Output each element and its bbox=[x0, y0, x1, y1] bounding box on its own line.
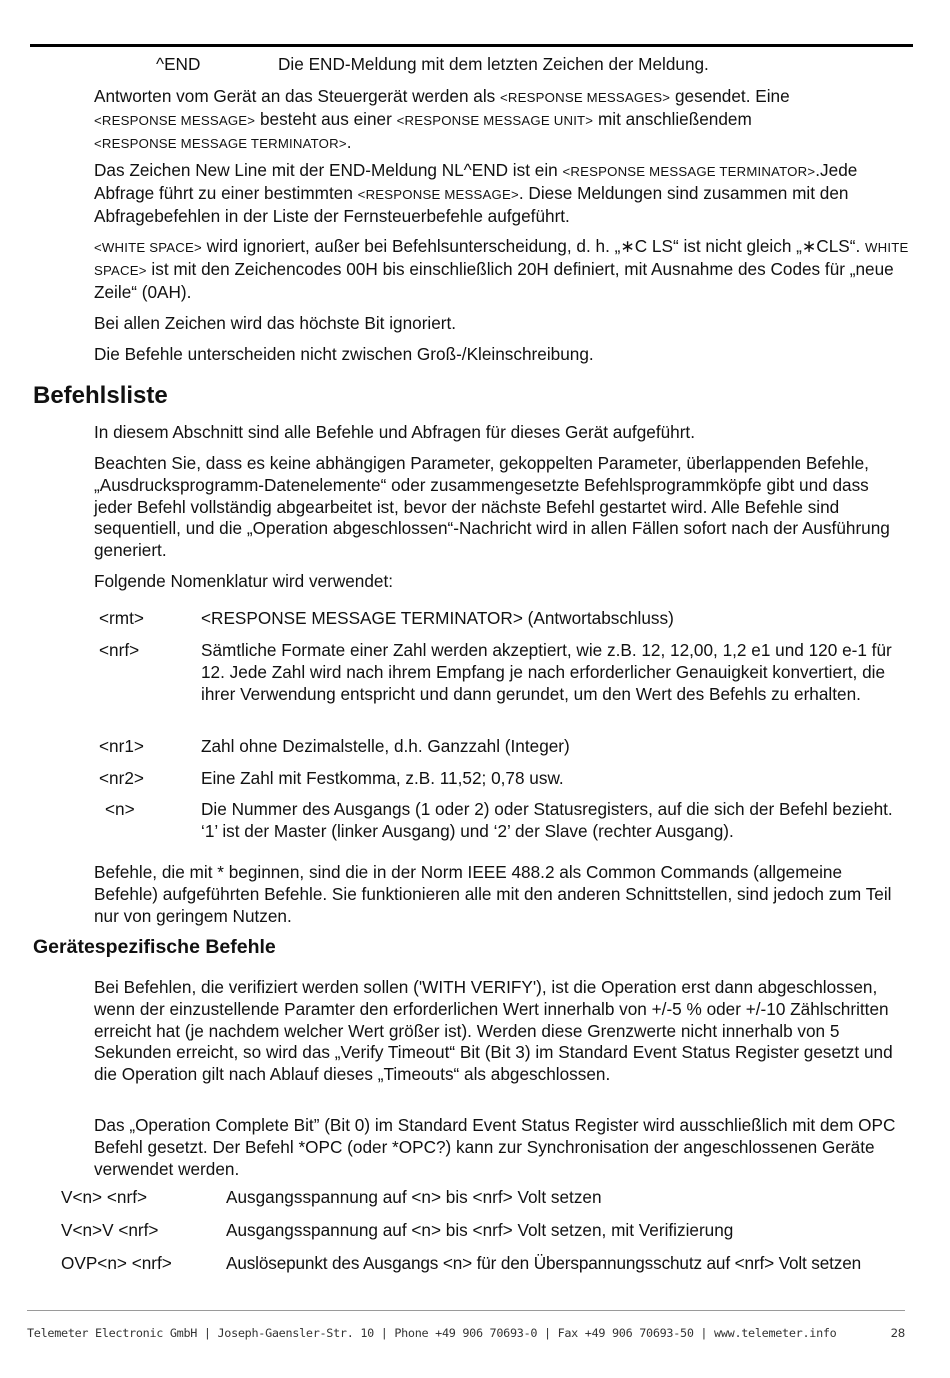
section-heading-befehlsliste: Befehlsliste bbox=[33, 382, 168, 409]
whitespace-paragraph bbox=[94, 236, 909, 303]
dependencies-paragraph: Beachten Sie, dass es keine abhängigen Parameter, gekoppelten Parameter, überlappenden Befehle, „Ausdrucksprogramm-Datenelemente“ oder zusammengesetzte Befehlsprogrammköpfe gibt und dass jeder Befehl vollständig abgearbeitet ist, bevor der nächste Befehl gestartet wird. Alle Befehle sind sequentiell, und die „Operation abgeschlossen“-Nachricht wird in allen Fällen sofort nach der Ausführung generiert. bbox=[94, 453, 890, 561]
text: Antworten vom Gerät an das Steuergerät werden als bbox=[94, 86, 501, 106]
common-commands-paragraph: Befehle, die mit * beginnen, sind die in der Norm IEEE 488.2 als Common Commands (allgemeine Befehle) aufgeführten Befehle. Sie funktionieren alle mit den anderen Schnittstellen, sind jedoch zum Teil nur von geringem Nutzen. bbox=[94, 862, 892, 926]
nomenclature-definition: Die Nummer des Ausgangs (1 oder 2) oder Statusregisters, auf die sich der Befehl bezieht. ‘1’ ist der Master (linker Ausgang) und ‘2’ der Slave (rechter Ausgang). bbox=[201, 799, 893, 841]
text: .Jede Abfrage führt zu einer bestimmten bbox=[94, 160, 858, 203]
case-paragraph: Die Befehle unterscheiden nicht zwischen Groß-/Kleinschreibung. bbox=[94, 344, 594, 364]
verify-paragraph: Bei Befehlen, die verifiziert werden sollen ('WITH VERIFY'), ist die Operation erst dann abgeschlossen, wenn der einzustellende Paramter den erforderlichen Wert innerhalb von +/-5 % oder +/-10 Zählschritten erreicht hat (je nachdem welcher Wert größer ist). Werden diese Grenzwerte nicht innerhalb von 5 Sekunden erreicht, so wird das „Verify Timeout“ Bit (Bit 3) im Standard Event Status Register gesetzt und die Operation gilt nach Ablauf dieses „Timeouts“ als abgeschlossen. bbox=[94, 977, 893, 1085]
command-term: V<n> <nrf> bbox=[61, 1187, 148, 1207]
command-term: V<n>V <nrf> bbox=[61, 1220, 159, 1240]
text: . bbox=[346, 131, 352, 152]
text: mit anschließendem bbox=[593, 108, 752, 129]
sc-term: <RESPONSE MESSAGE> bbox=[357, 186, 519, 202]
text: . Diese Meldungen sind zusammen mit den Abfragebefehlen in der Liste der Fernsteuerbefehle aufgeführt. bbox=[94, 182, 849, 226]
end-term: ^END bbox=[156, 54, 201, 74]
text: Das Zeichen New Line mit der END-Meldung NL^END ist ein bbox=[94, 160, 563, 180]
command-term: OVP<n> <nrf> bbox=[61, 1253, 172, 1273]
subsection-heading-geraetespezifisch: Gerätespezifische Befehle bbox=[33, 936, 276, 958]
sc-term: <RESPONSE MESSAGE TERMINATOR> bbox=[562, 164, 816, 179]
nomenclature-definition: <RESPONSE MESSAGE TERMINATOR> (Antwortabschluss) bbox=[201, 608, 674, 628]
opc-paragraph: Das „Operation Complete Bit” (Bit 0) im Standard Event Status Register wird ausschließlich mit dem OPC Befehl gesetzt. Der Befehl *OPC (oder *OPC?) kann zur Synchronisation der angeschlossenen Geräte verwendet werden. bbox=[94, 1115, 896, 1179]
command-definition: Ausgangsspannung auf <n> bis <nrf> Volt setzen, mit Verifizierung bbox=[226, 1220, 734, 1240]
sc-term: <RESPONSE MESSAGE UNIT> bbox=[396, 112, 594, 128]
nomenclature-term: <nr1> bbox=[99, 736, 144, 756]
page-number: 28 bbox=[890, 1326, 905, 1340]
nomenclature-definition: Zahl ohne Dezimalstelle, d.h. Ganzzahl (Integer) bbox=[201, 736, 570, 756]
response-paragraph bbox=[94, 86, 909, 154]
footer-rule bbox=[27, 1310, 905, 1311]
nomenclature-term: <nrf> bbox=[99, 640, 140, 660]
newline-paragraph bbox=[94, 160, 909, 227]
highest-bit-paragraph: Bei allen Zeichen wird das höchste Bit ignoriert. bbox=[94, 313, 457, 333]
sc-term: WHITE SPACE> bbox=[94, 240, 909, 278]
sc-term: <RESPONSE MESSAGE TERMINATOR> bbox=[94, 135, 347, 151]
command-definition: Auslösepunkt des Ausgangs <n> für den Überspannungsschutz auf <nrf> Volt setzen bbox=[226, 1253, 862, 1273]
text: besteht aus einer bbox=[255, 108, 397, 129]
sc-term: <RESPONSE MESSAGES> bbox=[500, 90, 671, 105]
nomenclature-definition: Eine Zahl mit Festkomma, z.B. 11,52; 0,78 usw. bbox=[201, 768, 564, 788]
nomenclature-term: <n> bbox=[105, 799, 135, 819]
text: ist mit den Zeichencodes 00H bis einschließlich 20H definiert, mit Ausnahme des Codes für „neue Zeile“ (0AH). bbox=[94, 258, 894, 302]
sc-term: <WHITE SPACE> bbox=[94, 240, 202, 255]
nomenclature-term: <rmt> bbox=[99, 608, 144, 628]
nomenclature-definition: Sämtliche Formate einer Zahl werden akzeptiert, wie z.B. 12, 12,00, 1,2 e1 und 120 e-1 für 12. Jede Zahl wird nach ihrem Empfang je nach erforderlicher Genauigkeit konvertiert, die ihrer Verwendung entspricht und dann gerundet, um den Wert des Befehls zu erhalten. bbox=[201, 640, 892, 704]
end-definition: Die END-Meldung mit dem letzten Zeichen der Meldung. bbox=[278, 54, 709, 74]
sc-term: <RESPONSE MESSAGE> bbox=[94, 112, 256, 128]
nomenclature-term: <nr2> bbox=[99, 768, 144, 788]
text: wird ignoriert, außer bei Befehlsunterscheidung, d. h. „∗C LS“ ist nicht gleich „∗CLS“. bbox=[201, 236, 866, 256]
text: gesendet. Eine bbox=[670, 86, 790, 106]
footer-contact: Telemeter Electronic GmbH | Joseph-Gaensler-Str. 10 | Phone +49 906 70693-0 | Fax +49 906 70693-50 | www.telemeter.info bbox=[27, 1326, 837, 1340]
command-definition: Ausgangsspannung auf <n> bis <nrf> Volt setzen bbox=[226, 1187, 602, 1207]
section-intro-paragraph: In diesem Abschnitt sind alle Befehle und Abfragen für dieses Gerät aufgeführt. bbox=[94, 422, 695, 442]
top-rule bbox=[30, 44, 913, 47]
nomenclature-intro: Folgende Nomenklatur wird verwendet: bbox=[94, 571, 394, 591]
